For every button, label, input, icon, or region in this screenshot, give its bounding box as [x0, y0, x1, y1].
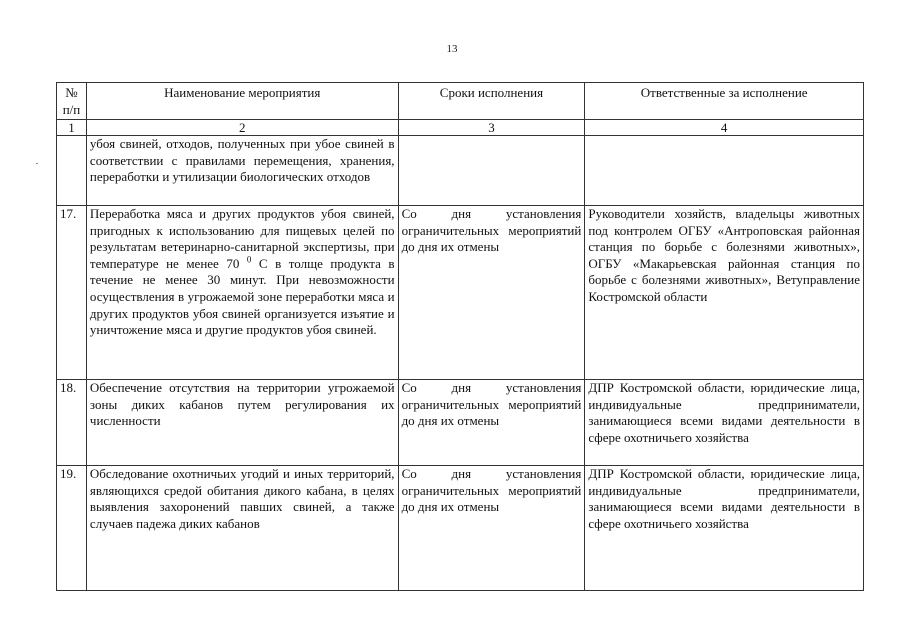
- table-row: [57, 136, 864, 206]
- header-term: Сроки исполнения: [398, 83, 585, 120]
- header-row: [57, 83, 864, 120]
- row-number: [57, 136, 87, 206]
- measure-name: Обеспечение отсутствия на территории угрожаемой зоны диких кабанов путем регулирования их численности: [86, 380, 398, 466]
- page-number: 13: [446, 43, 458, 55]
- measure-responsible: ДПР Костромской области, юридические лица, индивидуальные предприниматели, занимающиеся всеми видами деятельности в сфере охотничьего хозяйства: [585, 380, 864, 466]
- column-index: 4: [585, 120, 864, 136]
- measure-name: убоя свиней, отходов, полученных при убое свиней в соответствии с правилами перемещения, хранения, переработки и утилизации биологических отходов: [86, 136, 398, 206]
- header-num: № п/п: [57, 83, 87, 120]
- measure-name: Обследование охотничьих угодий и иных территорий, являющихся средой обитания дикого кабана, в целях выявления захоронений павших свиней, а также случаев падежа диких кабанов: [86, 466, 398, 591]
- column-index: 2: [86, 120, 398, 136]
- measure-responsible: [585, 136, 864, 206]
- measures-table: [56, 82, 864, 591]
- measure-responsible: Руководители хозяйств, владельцы животных под контролем ОГБУ «Антроповская районная станция по борьбе с болезнями животных», ОГБУ «Макарьевская районная станция по борьбе с болезнями животных», Ветуправление Костромской области: [585, 206, 864, 380]
- header-name: Наименование мероприятия: [86, 83, 398, 120]
- measure-responsible: ДПР Костромской области, юридические лица, индивидуальные предприниматели, занимающиеся всеми видами деятельности в сфере охотничьего хозяйства: [585, 466, 864, 591]
- measure-term: Со дня установления ограничительных мероприятий до дня их отмены: [398, 466, 585, 591]
- row-number: 17.: [57, 206, 87, 380]
- measure-term: [398, 136, 585, 206]
- degree-superscript: 0: [246, 254, 252, 265]
- column-index: 1: [57, 120, 87, 136]
- measure-name-text: Переработка мяса и других продуктов убоя свиней, пригодных к использованию для пищевых целей по результатам ветеринарно-санитарной экспертизы, при температуре не менее 70: [89, 206, 395, 271]
- column-index-row: [57, 120, 864, 136]
- scan-mark: [36, 163, 38, 164]
- measure-term: Со дня установления ограничительных мероприятий до дня их отмены: [398, 206, 585, 380]
- column-index: 3: [398, 120, 585, 136]
- table-row: [57, 380, 864, 466]
- measure-term: Со дня установления ограничительных мероприятий до дня их отмены: [398, 380, 585, 466]
- table-row: [57, 466, 864, 591]
- header-responsible: Ответственные за исполнение: [585, 83, 864, 120]
- measure-name: [86, 206, 398, 380]
- table-row: [57, 206, 864, 380]
- row-number: 18.: [57, 380, 87, 466]
- row-number: 19.: [57, 466, 87, 591]
- measure-name-text: С в толще продукта в течение не менее 30 минут. При невозможности осуществления в угрожаемой зоне переработки мяса и других продуктов убоя свиней организуется изъятие и уничтожение мяса и другие продуктов убоя свиней.: [89, 255, 395, 338]
